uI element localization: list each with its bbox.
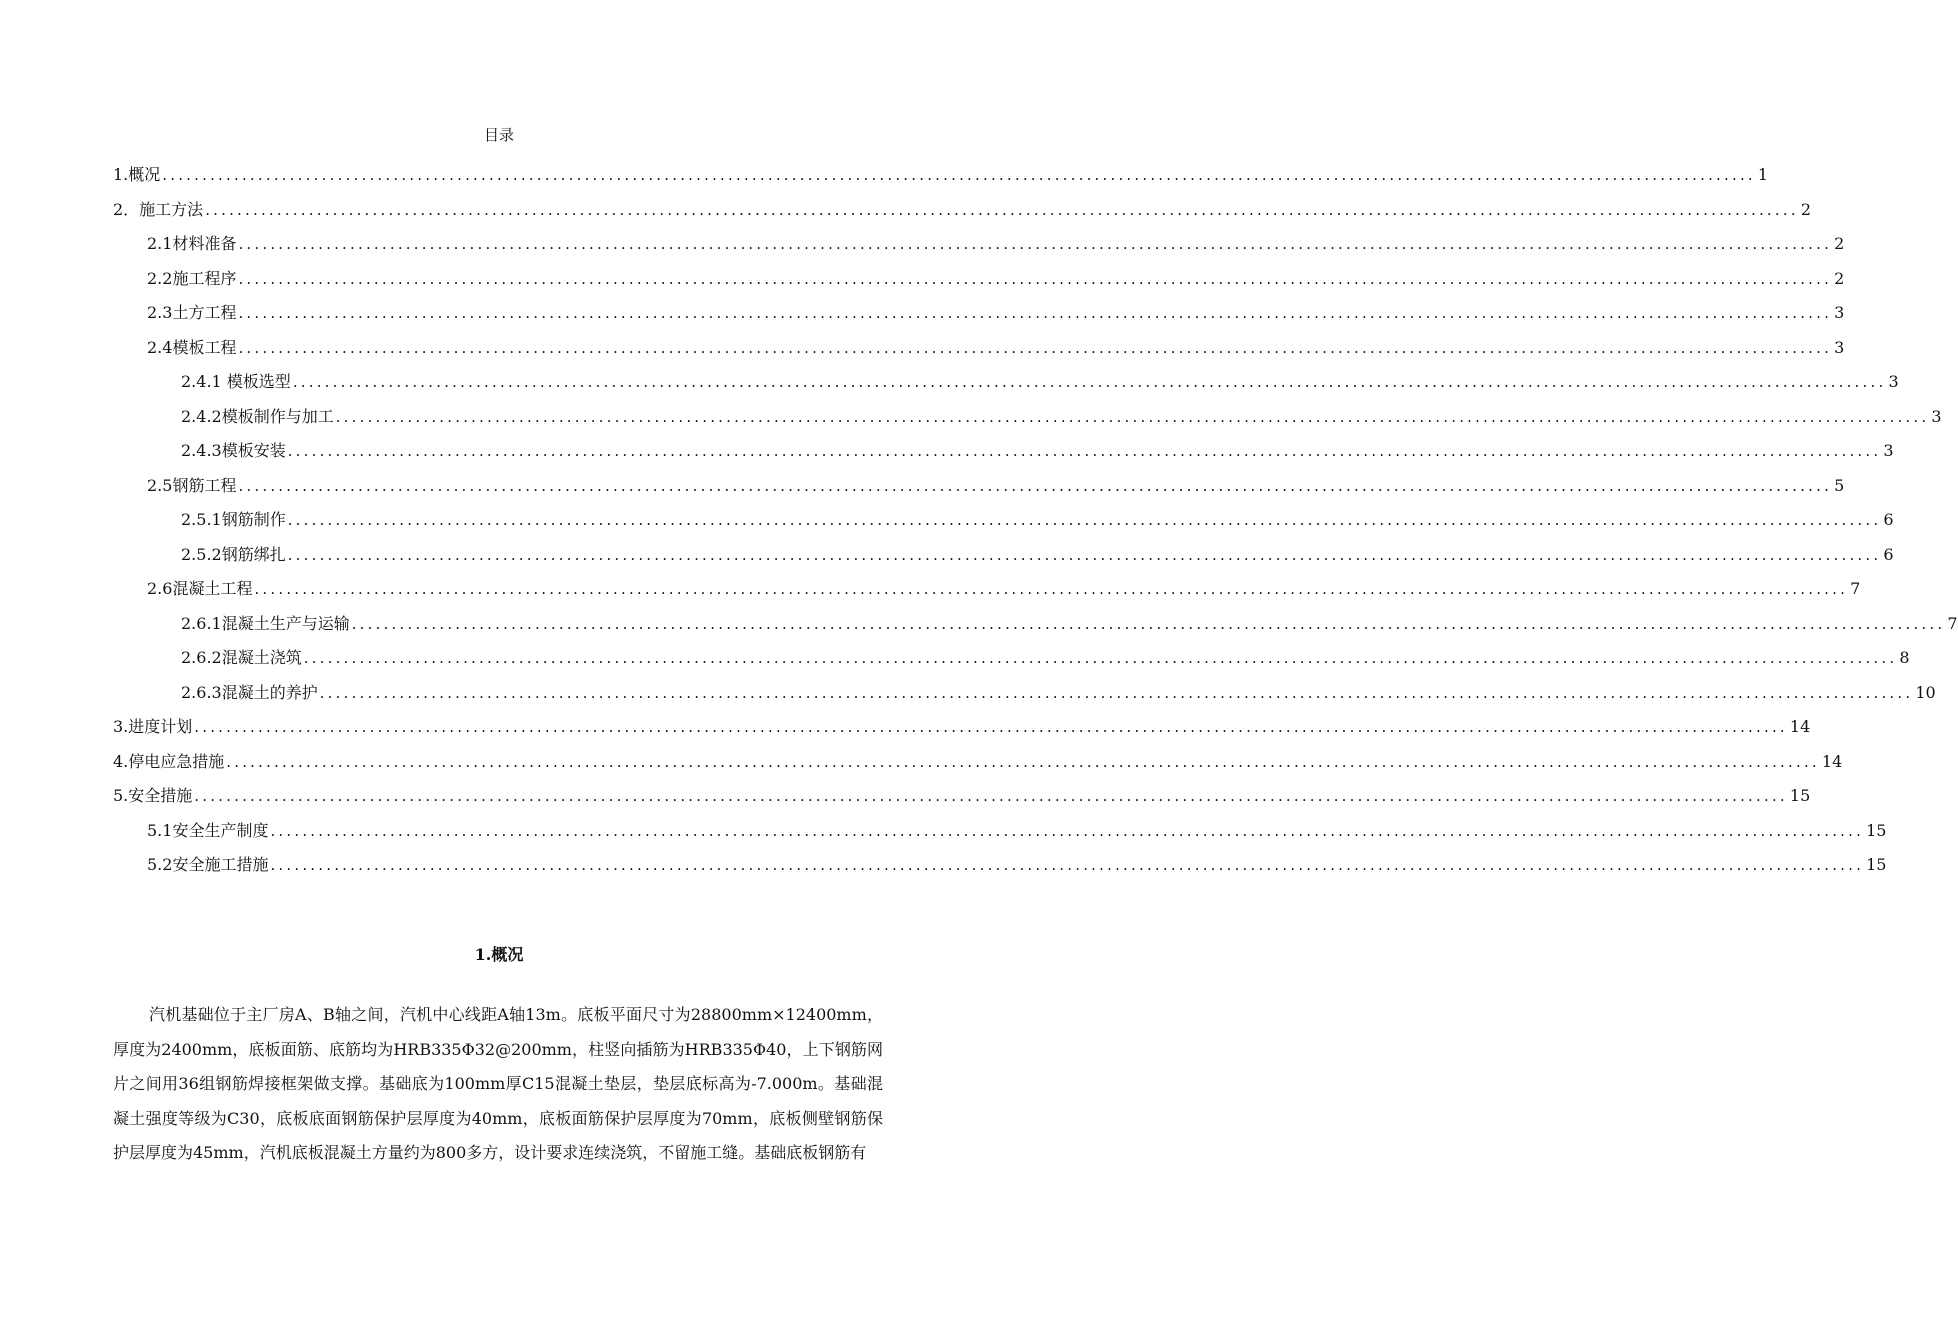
- toc-dot-leader: ........................................................................................................................................................................................................: [238, 304, 1833, 323]
- toc-dot-leader: ........................................................................................................................................................................................................: [238, 235, 1833, 254]
- toc-entry[interactable]: [0, 572, 1861, 607]
- toc-entry-page: 6: [1883, 510, 1894, 530]
- toc-dot-leader: ........................................................................................................................................................................................................: [270, 821, 1865, 840]
- toc-dot-leader: ........................................................................................................................................................................................................: [292, 373, 1887, 392]
- toc-entry-label: 2.5.1钢筋制作: [181, 510, 286, 530]
- toc-entry[interactable]: [0, 331, 1845, 366]
- toc-entry-page: 8: [1899, 648, 1910, 668]
- section-paragraph: 汽机基础位于主厂房A、B轴之间，汽机中心线距A轴13m。底板平面尺寸为28800mm×12400mm，厚度为2400mm，底板面筋、底筋均为HRB335Φ32@200mm，柱竖向插筋为HRB335Φ40，上下钢筋网片之间用36组钢筋焊接框架做支撑。基础底为100mm厚C15混凝土垫层，垫层底标高为-7.000m。基础混凝土强度等级为C30，底板底面钢筋保护层厚度为40mm，底板面筋保护层厚度为70mm，底板侧壁钢筋保护层厚度为45mm，汽机底板混凝土方量约为800多方，设计要求连续浇筑，不留施工缝。基础底板钢筋有: [113, 1005, 883, 1162]
- toc-entry-page: 3: [1931, 406, 1942, 426]
- toc-entry-page: 10: [1915, 682, 1936, 702]
- toc-entry-page: 2: [1800, 199, 1811, 219]
- toc-entry-label: 2.6.2混凝土浇筑: [181, 648, 302, 668]
- toc-entry-label: 2.1材料准备: [147, 234, 237, 254]
- toc-entry-label: 5.安全措施: [113, 786, 193, 806]
- toc-entry-label: 1.概况: [113, 165, 161, 185]
- toc-dot-leader: ........................................................................................................................................................................................................: [287, 545, 1882, 564]
- toc-dot-leader: ........................................................................................................................................................................................................: [194, 718, 1788, 737]
- toc-entry-page: 15: [1789, 786, 1811, 806]
- toc-entry[interactable]: [0, 262, 1845, 297]
- toc-entry-label: 2.5钢筋工程: [147, 475, 237, 495]
- toc-entry[interactable]: [0, 779, 1811, 814]
- toc-entry-label: 2.4.2模板制作与加工: [181, 406, 334, 426]
- toc-entry[interactable]: [0, 158, 1769, 193]
- toc-entry-page: 2: [1834, 268, 1845, 288]
- toc-dot-leader: ........................................................................................................................................................................................................: [335, 407, 1930, 426]
- toc-entry-page: 14: [1789, 717, 1811, 737]
- toc-dot-leader: ........................................................................................................................................................................................................: [270, 856, 1865, 875]
- toc-dot-leader: ........................................................................................................................................................................................................: [238, 476, 1833, 495]
- toc-entry-page: 3: [1888, 372, 1899, 392]
- toc-entry[interactable]: [0, 607, 1958, 642]
- toc-entry[interactable]: [0, 745, 1843, 780]
- toc-entry-page: 3: [1834, 303, 1845, 323]
- toc-entry[interactable]: [0, 227, 1845, 262]
- toc-dot-leader: ........................................................................................................................................................................................................: [351, 614, 1946, 633]
- toc-dot-leader: ........................................................................................................................................................................................................: [303, 649, 1898, 668]
- section-heading: 1.概况: [474, 945, 524, 964]
- toc-entry[interactable]: [0, 296, 1845, 331]
- toc-dot-leader: ........................................................................................................................................................................................................: [162, 166, 1756, 185]
- toc-entry-page: 6: [1883, 544, 1894, 564]
- toc-dot-leader: ........................................................................................................................................................................................................: [319, 683, 1914, 702]
- toc-entry[interactable]: [0, 641, 1910, 676]
- toc-entry-label: 2.5.2钢筋绑扎: [181, 544, 286, 564]
- toc-entry-page: 1: [1757, 165, 1769, 185]
- toc-entry-page: 7: [1850, 579, 1861, 599]
- toc-entry-page: 14: [1821, 751, 1843, 771]
- toc-entry-label: 2.6.1混凝土生产与运输: [181, 613, 350, 633]
- toc-entry[interactable]: [0, 710, 1811, 745]
- toc-entry-page: 3: [1883, 441, 1894, 461]
- toc-entry[interactable]: [0, 848, 1887, 883]
- toc-entry-page: 2: [1834, 234, 1845, 254]
- toc-entry[interactable]: [0, 538, 1894, 573]
- toc-entry-page: 7: [1947, 613, 1958, 633]
- table-of-contents: [0, 158, 1958, 883]
- toc-entry[interactable]: [0, 365, 1899, 400]
- toc-entry[interactable]: [0, 193, 1811, 228]
- toc-entry-label: 5.2安全施工措施: [147, 855, 269, 875]
- toc-dot-leader: ........................................................................................................................................................................................................: [226, 752, 1820, 771]
- toc-entry-page: 5: [1834, 475, 1845, 495]
- toc-entry-page: 15: [1866, 820, 1887, 840]
- toc-entry-label: 2.3土方工程: [147, 303, 237, 323]
- toc-entry-label: 2.6混凝土工程: [147, 579, 253, 599]
- toc-entry[interactable]: [0, 434, 1894, 469]
- toc-entry-label: 2.4.3模板安装: [181, 441, 286, 461]
- toc-entry[interactable]: [0, 469, 1845, 504]
- toc-entry-label: 2.4.1 模板选型: [181, 372, 291, 392]
- toc-entry-label: 5.1安全生产制度: [147, 820, 269, 840]
- toc-entry-page: 3: [1834, 337, 1845, 357]
- toc-entry-label: 2．施工方法: [113, 199, 204, 219]
- toc-entry-label: 2.6.3混凝土的养护: [181, 682, 318, 702]
- toc-entry-label: 4.停电应急措施: [113, 751, 225, 771]
- toc-dot-leader: ........................................................................................................................................................................................................: [238, 338, 1833, 357]
- toc-dot-leader: ........................................................................................................................................................................................................: [238, 269, 1833, 288]
- toc-entry[interactable]: [0, 503, 1894, 538]
- toc-entry[interactable]: [0, 676, 1936, 711]
- toc-dot-leader: ........................................................................................................................................................................................................: [287, 442, 1882, 461]
- toc-entry-label: 3.进度计划: [113, 717, 193, 737]
- toc-dot-leader: ........................................................................................................................................................................................................: [287, 511, 1882, 530]
- toc-entry-label: 2.2施工程序: [147, 268, 237, 288]
- toc-dot-leader: ........................................................................................................................................................................................................: [205, 200, 1799, 219]
- toc-dot-leader: ........................................................................................................................................................................................................: [254, 580, 1849, 599]
- toc-entry[interactable]: [0, 814, 1887, 849]
- toc-entry[interactable]: [0, 400, 1942, 435]
- toc-entry-label: 2.4模板工程: [147, 337, 237, 357]
- toc-title: 目录: [483, 126, 514, 144]
- toc-entry-page: 15: [1866, 855, 1887, 875]
- toc-dot-leader: ........................................................................................................................................................................................................: [194, 787, 1788, 806]
